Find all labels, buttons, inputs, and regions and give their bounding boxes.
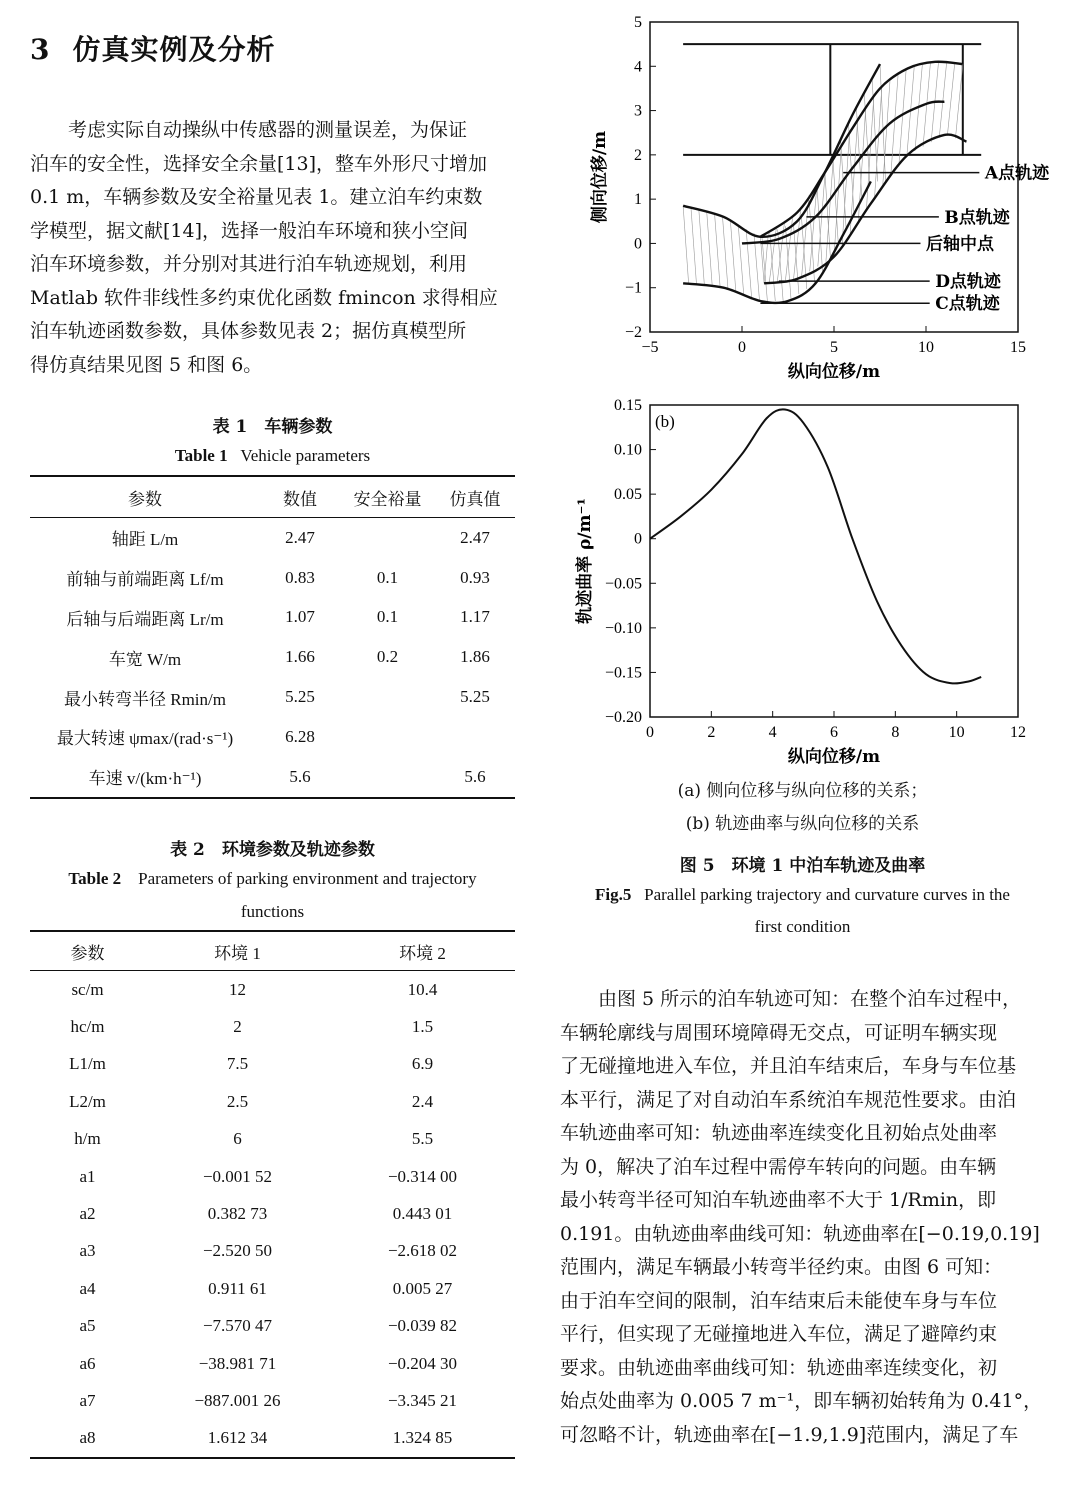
table1-title: Vehicle parameters xyxy=(240,446,371,465)
y-tick-label: −2 xyxy=(624,324,642,341)
table-cell: 0.2 xyxy=(376,647,399,667)
vehicle-parameters-table xyxy=(30,475,515,799)
table-cell: 6.9 xyxy=(411,1054,434,1074)
y-tick-label: −1 xyxy=(624,279,642,297)
table-cell: h/m xyxy=(74,1129,101,1149)
sweep-hatch xyxy=(817,186,823,271)
y-tick-label: −0.10 xyxy=(604,619,642,637)
table-cell: a4 xyxy=(79,1278,96,1298)
sweep-hatch xyxy=(866,97,873,209)
table-cell: 5.6 xyxy=(435,757,515,798)
section-number: 3 xyxy=(30,33,51,66)
table-row xyxy=(30,1270,515,1307)
text-line: 得仿真结果见图 5 和图 6。 xyxy=(30,353,263,376)
table-cell: −2.520 50 xyxy=(202,1241,273,1261)
table-cell: 最大转速 ψmax/(rad·s⁻¹) xyxy=(56,729,234,749)
sweep-hatch xyxy=(683,206,689,284)
table-header-row xyxy=(30,476,515,518)
table-row xyxy=(30,677,515,717)
column-header: 参数 xyxy=(30,931,145,971)
sweep-hatch xyxy=(764,231,768,283)
table-cell: −0.001 52 xyxy=(202,1166,273,1186)
plot-frame xyxy=(650,405,1018,717)
table-cell: 0.83 xyxy=(285,567,315,587)
column-header: 环境 1 xyxy=(145,931,330,971)
column-header: 仿真值 xyxy=(435,476,515,518)
sweep-hatch xyxy=(746,229,752,298)
table-cell: −0.204 30 xyxy=(387,1353,458,1373)
table1-label: Table 1 xyxy=(174,446,228,465)
table-cell: 1.86 xyxy=(460,647,490,667)
x-tick-label: 10 xyxy=(948,724,965,741)
text-line: 0.1 m，车辆参数及安全裕量见表 1。建立泊车约束数 xyxy=(30,186,483,208)
figure-caption-en-cont: first condition xyxy=(754,917,851,936)
x-tick-label: −5 xyxy=(641,339,659,356)
table-row xyxy=(30,717,515,757)
figure-caption-cn: 图 5 环境 1 中泊车轨迹及曲率 xyxy=(679,856,926,876)
column-header: 数值 xyxy=(260,476,340,518)
table-cell: 0.93 xyxy=(460,567,490,587)
x-tick-label: 15 xyxy=(1010,339,1026,356)
text-line: 泊车轨迹函数参数，具体参数见表 2；据仿真模型所 xyxy=(30,320,467,342)
table-row xyxy=(30,971,515,1009)
table-cell: sc/m xyxy=(71,979,104,999)
table-cell: 0.1 xyxy=(376,607,399,627)
y-tick-label: 0.05 xyxy=(614,486,642,504)
table-cell: 1.5 xyxy=(411,1017,434,1037)
x-tick-label: 10 xyxy=(918,339,934,356)
text-line: 可忽略不计，轨迹曲率在[−1.9,1.9]范围内，满足了车 xyxy=(560,1423,1019,1446)
text-line: 车轨迹曲率可知：轨迹曲率连续变化且初始点处曲率 xyxy=(560,1122,998,1144)
table-cell: 5.6 xyxy=(260,757,340,798)
y-tick-label: −0.05 xyxy=(604,575,642,593)
text-line: 考虑实际自动操纵中传感器的测量误差，为保证 xyxy=(68,119,468,141)
figure-label: Fig.5 xyxy=(595,885,632,904)
table-cell: 5.25 xyxy=(285,687,315,707)
table-cell: 2 xyxy=(233,1017,242,1037)
table-row xyxy=(30,1382,515,1419)
text-line: 泊车的安全性，选择安全余量[13]，整车外形尺寸增加 xyxy=(30,152,488,175)
trajectory-line xyxy=(760,62,962,237)
y-tick-label: 3 xyxy=(634,102,642,120)
sweep-hatch xyxy=(738,225,744,295)
sweep-hatch xyxy=(691,208,697,285)
table-cell: 车速 v/(km·h⁻¹) xyxy=(30,757,260,798)
sweep-hatch xyxy=(899,70,906,167)
table-cell xyxy=(340,677,435,717)
table-cell: −2.618 02 xyxy=(387,1241,458,1261)
annotation-label: 后轴中点 xyxy=(926,234,994,255)
table-cell: 5.5 xyxy=(411,1129,434,1149)
table-row xyxy=(30,1008,515,1045)
sweep-hatch xyxy=(947,63,954,135)
x-tick-label: 8 xyxy=(891,724,900,741)
table-cell: hc/m xyxy=(70,1017,105,1037)
y-tick-label: 0 xyxy=(634,235,642,253)
table1-caption-en xyxy=(30,446,515,466)
table-cell: a8 xyxy=(30,1420,145,1458)
sweep-hatch xyxy=(730,221,736,293)
table-cell: 1.612 34 xyxy=(145,1420,330,1458)
y-tick-label: −0.15 xyxy=(604,664,642,682)
table-row xyxy=(30,637,515,677)
trajectory-chart xyxy=(560,10,1060,390)
table-cell: 2.47 xyxy=(285,527,315,547)
table-cell: a7 xyxy=(79,1390,96,1410)
table-cell: 7.5 xyxy=(226,1054,249,1074)
text-line: 始点处曲率为 0.005 7 m⁻¹，即车辆初始转角为 0.41°， xyxy=(560,1390,1043,1412)
table-cell: 10.4 xyxy=(407,979,438,999)
intro-paragraph xyxy=(30,114,515,382)
table-cell: L1/m xyxy=(69,1054,106,1074)
sweep-hatch xyxy=(939,63,946,138)
annotation-label: A点轨迹 xyxy=(984,163,1050,184)
table-cell: 轴距 L/m xyxy=(111,530,179,550)
text-line: 泊车环境参数，并分别对其进行泊车轨迹规划，利用 xyxy=(30,253,468,275)
table-cell: a3 xyxy=(79,1241,96,1261)
x-tick-label: 2 xyxy=(707,724,716,741)
sweep-hatch xyxy=(880,64,886,181)
annotation-label: C点轨迹 xyxy=(935,294,1000,315)
y-tick-label: 1 xyxy=(634,191,642,209)
x-axis-label: 纵向位移/m xyxy=(787,362,881,382)
table-cell: 1.17 xyxy=(460,607,490,627)
table-header-row xyxy=(30,931,515,971)
table-row xyxy=(30,1420,515,1458)
environment-parameters-table xyxy=(30,930,515,1459)
table-row xyxy=(30,1158,515,1195)
table-row xyxy=(30,1345,515,1382)
figure-sub-a: (a) 侧向位移与纵向位移的关系； xyxy=(677,781,928,801)
trajectory-line xyxy=(764,135,966,284)
table-cell: −0.039 82 xyxy=(387,1316,458,1336)
table-cell: −38.981 71 xyxy=(198,1353,277,1373)
curvature-line xyxy=(650,409,981,683)
sweep-hatch xyxy=(707,212,713,286)
annotation-label: B点轨迹 xyxy=(944,207,1010,228)
table-cell: −887.001 26 xyxy=(194,1390,281,1410)
trajectory-line xyxy=(683,181,871,303)
table-cell: 1.66 xyxy=(285,647,315,667)
section-title: 仿真实例及分析 xyxy=(72,33,276,66)
curvature-chart xyxy=(560,395,1060,770)
table-cell xyxy=(340,518,435,558)
sweep-hatch xyxy=(715,214,721,287)
text-line: 由于泊车空间的限制，泊车结束后未能使车身与车位 xyxy=(560,1289,998,1312)
y-tick-label: 5 xyxy=(634,14,642,31)
sweep-hatch xyxy=(699,210,705,286)
table-cell: −0.314 00 xyxy=(387,1166,458,1186)
table-cell xyxy=(435,717,515,757)
column-header: 安全裕量 xyxy=(340,476,435,518)
table-cell: 2.4 xyxy=(411,1091,434,1111)
x-tick-label: 12 xyxy=(1010,724,1026,741)
figure-caption-en xyxy=(560,885,1045,905)
y-tick-label: 2 xyxy=(634,146,642,164)
y-axis-label: 侧向位移/m xyxy=(590,130,610,224)
y-tick-label: 0 xyxy=(634,530,642,548)
table-cell xyxy=(340,757,435,798)
text-line: 本平行，满足了对自动泊车系统泊车规范性要求。由泊 xyxy=(560,1088,1017,1111)
text-line: 由图 5 所示的泊车轨迹可知：在整个泊车过程中， xyxy=(598,988,1022,1010)
table-row xyxy=(30,1233,515,1270)
table-cell: a2 xyxy=(79,1204,96,1224)
table2-label: Table 2 xyxy=(68,869,122,888)
table-row xyxy=(30,1195,515,1232)
sweep-hatch xyxy=(825,172,831,257)
x-tick-label: 5 xyxy=(830,339,838,356)
table1-caption-cn: 表 1 车辆参数 xyxy=(212,417,333,437)
panel-label: (b) xyxy=(655,412,675,431)
text-line: 平行，但实现了无碰撞地进入车位，满足了避障约束 xyxy=(560,1323,998,1345)
text-line: 0.191。由轨迹曲率曲线可知：轨迹曲率在[−0.19,0.19] xyxy=(560,1222,1040,1245)
table-row xyxy=(30,1083,515,1120)
table-row xyxy=(30,757,515,798)
table-cell: 5.25 xyxy=(460,687,490,707)
table-cell: a1 xyxy=(79,1166,96,1186)
table-row xyxy=(30,558,515,598)
table-cell: 车宽 W/m xyxy=(108,649,182,669)
table-cell: 6 xyxy=(233,1129,242,1149)
x-tick-label: 0 xyxy=(738,339,746,356)
y-tick-label: 0.15 xyxy=(614,397,642,414)
table-row xyxy=(30,518,515,558)
y-tick-label: 4 xyxy=(634,58,642,76)
text-line: 车辆轮廓线与周围环境障碍无交点，可证明车辆实现 xyxy=(560,1021,998,1044)
x-tick-label: 0 xyxy=(646,724,654,741)
table-cell xyxy=(340,717,435,757)
figure-title: Parallel parking trajectory and curvature curves in the xyxy=(644,885,1010,904)
table-row xyxy=(30,1308,515,1345)
table-cell: a5 xyxy=(79,1316,96,1336)
table-row xyxy=(30,598,515,638)
text-line: 了无碰撞地进入车位，并且泊车结束后，车身与车位基 xyxy=(560,1055,1017,1077)
column-header: 环境 2 xyxy=(330,931,515,971)
table-cell: 最小转弯半径 Rmin/m xyxy=(64,689,226,709)
text-line: Matlab 软件非线性多约束优化函数 fmincon 求得相应 xyxy=(30,286,498,309)
discussion-paragraph xyxy=(560,983,1045,1452)
table-cell: 2.47 xyxy=(460,527,490,547)
table2-title: Parameters of parking environment and trajectory xyxy=(138,869,477,888)
annotation-label: D点轨迹 xyxy=(935,272,1001,293)
text-line: 最小转弯半径可知泊车轨迹曲率不大于 1/Rmin，即 xyxy=(560,1189,997,1211)
table-cell: −3.345 21 xyxy=(387,1390,458,1410)
table-cell: 6.28 xyxy=(285,726,315,746)
text-line: 学模型，据文献[14]，选择一般泊车环境和狭小空间 xyxy=(30,219,469,242)
table-cell: 2.5 xyxy=(226,1091,249,1111)
y-tick-label: −0.20 xyxy=(604,709,642,726)
table2-caption-en-cont: functions xyxy=(240,902,305,921)
section-heading xyxy=(30,28,276,68)
trajectory-line xyxy=(683,64,880,237)
table-cell: 12 xyxy=(229,979,246,999)
sweep-hatch xyxy=(891,75,898,177)
text-line: 为 0，解决了泊车过程中需停车转向的问题。由车辆 xyxy=(560,1155,997,1178)
y-tick-label: 0.10 xyxy=(614,441,642,459)
table-cell: a6 xyxy=(79,1353,96,1373)
text-line: 范围内，满足车辆最小转弯半径约束。由图 6 可知： xyxy=(560,1256,1003,1278)
table-cell: 0.1 xyxy=(376,567,399,587)
table-cell: 1.324 85 xyxy=(330,1420,515,1458)
y-axis-label: 轨迹曲率 ρ/m⁻¹ xyxy=(575,498,595,624)
table-cell: 前轴与前端距离 Lf/m xyxy=(66,570,224,590)
figure-sub-b: (b) 轨迹曲率与纵向位移的关系 xyxy=(685,814,920,834)
sweep-hatch xyxy=(955,64,962,138)
sweep-hatch xyxy=(722,217,728,290)
table-cell: 0.382 73 xyxy=(207,1204,268,1224)
table-row xyxy=(30,1121,515,1158)
table-row xyxy=(30,1046,515,1083)
table-cell: −7.570 47 xyxy=(202,1316,273,1336)
table-cell: L2/m xyxy=(69,1091,106,1111)
column-header: 参数 xyxy=(30,476,260,518)
x-tick-label: 6 xyxy=(830,724,838,741)
table2-caption-en xyxy=(30,869,515,889)
text-line: 要求。由轨迹曲率曲线可知：轨迹曲率连续变化，初 xyxy=(560,1356,998,1379)
table-cell: 0.443 01 xyxy=(392,1204,453,1224)
table2-caption-cn: 表 2 环境参数及轨迹参数 xyxy=(170,840,375,860)
x-axis-label: 纵向位移/m xyxy=(787,747,881,767)
table-cell: 0.911 61 xyxy=(208,1278,267,1298)
table-cell: 0.005 27 xyxy=(392,1278,453,1298)
table-cell: 后轴与后端距离 Lr/m xyxy=(66,609,224,629)
x-tick-label: 4 xyxy=(768,724,777,741)
table-cell: 1.07 xyxy=(285,607,315,627)
